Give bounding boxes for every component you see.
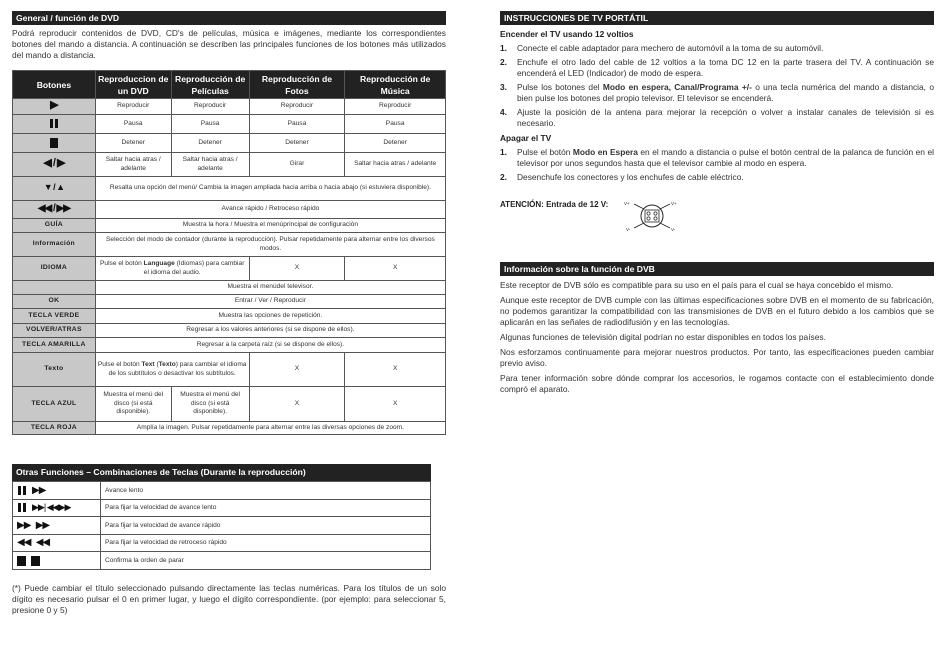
table-row xyxy=(13,257,446,281)
table-cell: Muestra el menú del disco (si está disponible). xyxy=(95,387,171,422)
table-row xyxy=(13,295,446,309)
table-row xyxy=(13,115,446,134)
connector-label-br: V- xyxy=(671,227,676,232)
table-row xyxy=(13,338,446,353)
table-cell: Entrar / Ver / Reproducir xyxy=(95,295,445,309)
rewind-forward-icon: ◀◀ / ▶▶ xyxy=(13,201,96,219)
table-row xyxy=(13,422,446,435)
table-cell: Avance rápido / Retroceso rápido xyxy=(95,201,445,219)
col-header-musica: Reproducción de Música xyxy=(345,71,446,99)
atencion-label: ATENCIÓN: Entrada de 12 V: xyxy=(500,200,609,209)
connector-label-bl: V- xyxy=(626,227,631,232)
dvb-section xyxy=(500,262,934,395)
table-cell: Muestra el menúdel televisor. xyxy=(95,281,445,295)
key-volver-atras: VOLVER/ATRAS xyxy=(13,324,96,338)
table-row xyxy=(13,281,446,295)
table-row xyxy=(13,99,446,115)
section-header-dvb: Información sobre la función de DVB xyxy=(500,262,934,276)
key-tecla-azul: TECLA AZUL xyxy=(13,387,96,422)
table-row xyxy=(13,201,446,219)
key-blank xyxy=(13,281,96,295)
table-cell: Saltar hacia atras / adelante xyxy=(171,153,249,177)
table-row xyxy=(13,134,446,153)
dvd-intro: Podrá reproducir contenidos de DVD, CD's de películas, música e imágenes, mediante los correspondientes botones del mando a distancia. A continuación se describen las principales funciones de los botones más utilizados del mando a distancia. xyxy=(12,28,446,60)
forward-forward-icon: ▶▶ ▶▶ xyxy=(13,517,101,535)
table-cell: Muestra el menú del disco (si está disponible). xyxy=(171,387,249,422)
list-item: 2. Desenchufe los conectores y los enchufes de cable eléctrico. xyxy=(500,172,744,182)
key-texto: Texto xyxy=(13,353,96,387)
table-row xyxy=(13,153,446,177)
table-cell: Para fijar la velocidad de retroceso rápido xyxy=(101,534,431,552)
encender-title: Encender el TV usando 12 voltios xyxy=(500,29,634,39)
table-row xyxy=(13,387,446,422)
table-cell: Muestra las opciones de repetición. xyxy=(95,309,445,324)
table-cell: Pausa xyxy=(171,115,249,134)
table-header-row xyxy=(13,71,446,99)
section-header-tv-portatil: INSTRUCCIONES DE TV PORTÁTIL xyxy=(500,11,934,25)
left-column xyxy=(12,11,446,435)
otras-funciones-table xyxy=(12,481,431,570)
table-cell: X xyxy=(345,257,446,281)
connector-label-tl: V+ xyxy=(624,201,630,206)
table-cell: X xyxy=(249,257,345,281)
col-header-botones: Botones xyxy=(13,71,96,99)
table-cell: Regresar a los valores anteriores (si se dispone de ellos). xyxy=(95,324,445,338)
table-cell: Amplía la imagen. Pulsar repetidamente para alternar entre las diversas opciones de zoom. xyxy=(95,422,445,435)
table-row xyxy=(13,219,446,233)
dvb-paragraph: Para tener información sobre dónde comprar los accesorios, le rogamos contacte con el establecimiento donde compró el aparato. xyxy=(500,373,934,394)
table-cell: Pausa xyxy=(95,115,171,134)
footnote: (*) Puede cambiar el título seleccionado pulsando directamente las teclas numéricas. Para los títulos de un solo dígito es necesario pulsar el 0 en primer lugar, y luego el dígito correspondiente. (por ejemplo: para seleccionar 5, presione 0 y 5) xyxy=(12,583,446,615)
table-cell: Pulse el botón Text (Texto) para cambiar el idioma de los subtítulos o desactivar los subtítulos. xyxy=(95,353,249,387)
table-cell: Reproducir xyxy=(249,99,345,115)
list-item: 3. Pulse los botones del Modo en espera, Canal/Programa +/- o una tecla numérica del mando a distancia, o bien pulse los botones del propio televisor. El televisor se encenderá. xyxy=(500,82,934,103)
list-item: 2. Enchufe el otro lado del cable de 12 voltios a la toma DC 12 en la parte trasera del TV. A continuación se encenderá el LED (Indicador) de modo de espera. xyxy=(500,57,934,78)
table-cell: Confirma la orden de parar xyxy=(101,552,431,570)
section-header-dvd: General / función de DVD xyxy=(12,11,446,25)
table-cell: Para fijar la velocidad de avance rápido xyxy=(101,517,431,535)
table-cell: Para fijar la velocidad de avance lento xyxy=(101,499,431,517)
rewind-rewind-icon: ◀◀ ◀◀ xyxy=(13,534,101,552)
pause-icon xyxy=(13,115,96,134)
col-header-dvd: Reproduccion de un DVD xyxy=(95,71,171,99)
table-row xyxy=(13,353,446,387)
dvb-paragraph: Este receptor de DVB sólo es compatible para su uso en el país para el cual se haya concebido el mismo. xyxy=(500,280,894,290)
up-down-icon: ▼ / ▲ xyxy=(13,177,96,201)
left-right-icon: ◀ / ▶ xyxy=(13,153,96,177)
dvb-paragraph: Algunas funciones de televisión digital podrían no estar disponibles en todos los países. xyxy=(500,332,826,342)
table-cell: Detener xyxy=(171,134,249,153)
table-cell: Detener xyxy=(345,134,446,153)
table-cell: X xyxy=(249,353,345,387)
stop-icon xyxy=(13,134,96,153)
dvb-paragraph: Aunque este receptor de DVB cumple con las últimas especificaciones sobre DVB en el momento de su fabricación, no podemos garantizar la compatibilidad con las transmisiones de DVB en el futuro debido a los cambios que se aplicarán en las señales de radiodifusión y en las tecnologías. xyxy=(500,295,934,327)
table-cell: X xyxy=(345,353,446,387)
table-cell: Pulse el botón Language (Idiomas) para cambiar el idioma del audio. xyxy=(95,257,249,281)
table-cell: Detener xyxy=(249,134,345,153)
table-row xyxy=(13,517,431,535)
stop-stop-icon xyxy=(13,552,101,570)
encender-steps xyxy=(500,43,934,129)
connector-label-tr: V+ xyxy=(671,201,677,206)
table-row xyxy=(13,324,446,338)
table-cell: Saltar hacia atras / adelante xyxy=(345,153,446,177)
table-cell: Avance lento xyxy=(101,482,431,500)
key-guia: GUÍA xyxy=(13,219,96,233)
table-cell: Reproducir xyxy=(345,99,446,115)
pause-forward-icon: ▶▶ xyxy=(13,482,101,500)
table-cell: Pausa xyxy=(345,115,446,134)
play-icon: ▶ xyxy=(13,99,96,115)
table-cell: Resalta una opción del menú/ Cambia la imagen ampliada hacia arriba o hacia abajo (si estuviera disponible). xyxy=(95,177,445,201)
key-tecla-verde: TECLA VERDE xyxy=(13,309,96,324)
connector-12v-icon xyxy=(622,199,682,233)
otras-funciones xyxy=(12,464,431,570)
dvd-buttons-table xyxy=(12,70,446,435)
table-cell: Muestra la hora / Muestra el menúprincipal de configuración xyxy=(95,219,445,233)
table-cell: Selección del modo de contador (durante la reproducción). Pulsar repetidamente para alternar entre los diversos modos. xyxy=(95,233,445,257)
key-tecla-roja: TECLA ROJA xyxy=(13,422,96,435)
table-row xyxy=(13,482,431,500)
key-tecla-amarilla: TECLA AMARILLA xyxy=(13,338,96,353)
otras-funciones-header: Otras Funciones – Combinaciones de Teclas (Durante la reproducción) xyxy=(12,464,431,481)
table-cell: Saltar hacia atras / adelante xyxy=(95,153,171,177)
col-header-fotos: Reproducción de Fotos xyxy=(249,71,345,99)
table-cell: Reproducir xyxy=(95,99,171,115)
list-item: 1. Conecte el cable adaptador para mechero de automóvil a la toma de su automóvil. xyxy=(500,43,824,53)
col-header-peliculas: Reproducción de Películas xyxy=(171,71,249,99)
key-idioma: IDIOMA xyxy=(13,257,96,281)
table-row xyxy=(13,177,446,201)
key-informacion: Información xyxy=(13,233,96,257)
dvb-paragraph: Nos esforzamos continuamente para mejorar nuestros productos. Por tanto, las especificaciones pueden cambiar previo aviso. xyxy=(500,347,934,368)
table-row xyxy=(13,534,431,552)
list-item: 4. Ajuste la posición de la antena para mejorar la recepción o volver a instalar canales de televisión si es necesario. xyxy=(500,107,934,128)
key-ok: OK xyxy=(13,295,96,309)
table-cell: Pausa xyxy=(249,115,345,134)
table-row xyxy=(13,552,431,570)
pause-skip-icon: ▶▶| ◀◀▶▶ xyxy=(13,499,101,517)
table-cell: Detener xyxy=(95,134,171,153)
table-cell: X xyxy=(249,387,345,422)
table-cell: Reproducir xyxy=(171,99,249,115)
table-row xyxy=(13,499,431,517)
table-cell: Girar xyxy=(249,153,345,177)
table-cell: Regresar a la carpeta raíz (si se dispone de ellos). xyxy=(95,338,445,353)
right-column xyxy=(500,11,934,186)
table-cell: X xyxy=(345,387,446,422)
table-row xyxy=(13,233,446,257)
list-item: 1. Pulse el botón Modo en Espera en el mando a distancia o pulse el botón central de la palanca de función en el televisor por unos segundos hasta que el televisor cambie al modo en espera. xyxy=(500,147,934,168)
apagar-steps xyxy=(500,147,934,183)
table-row xyxy=(13,309,446,324)
apagar-title: Apagar el TV xyxy=(500,133,552,143)
